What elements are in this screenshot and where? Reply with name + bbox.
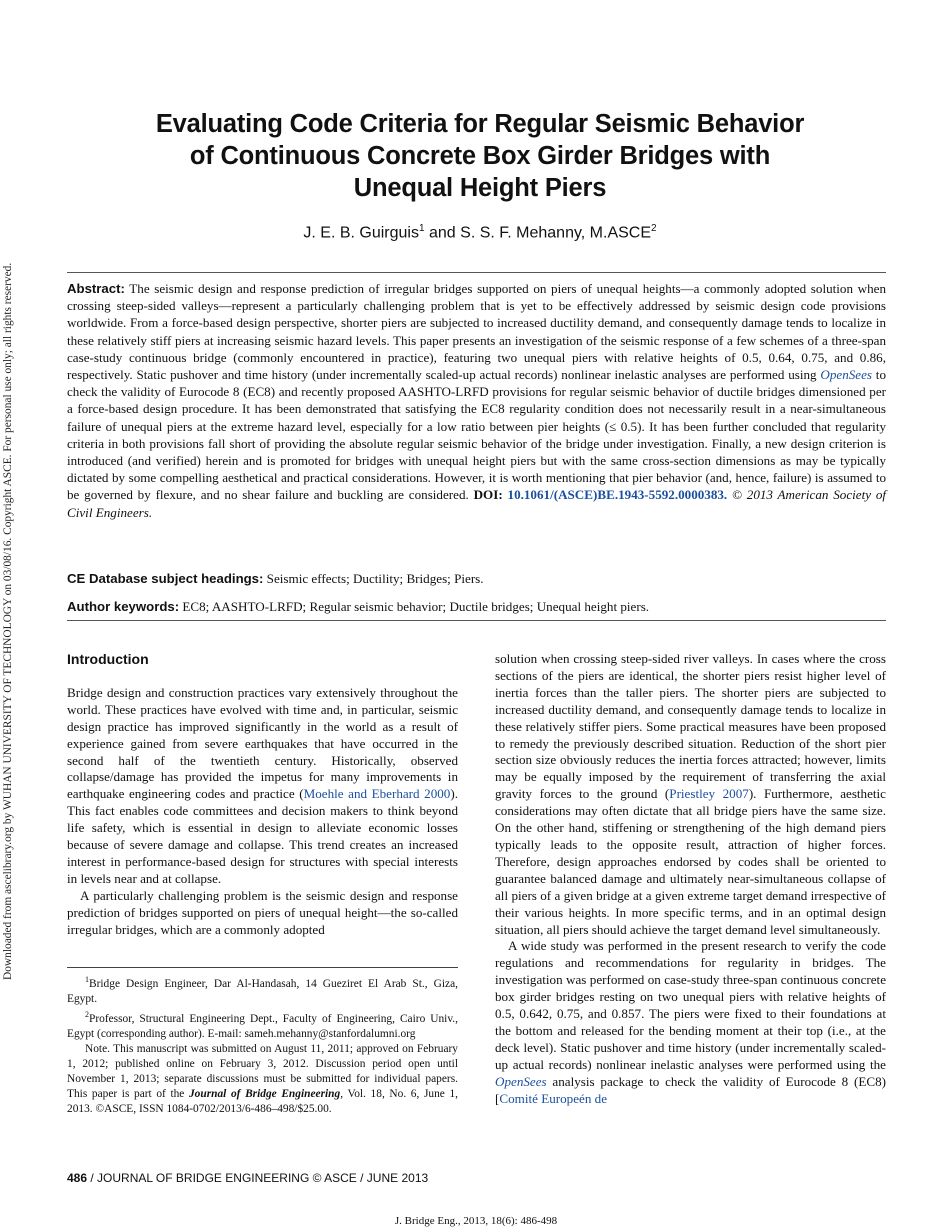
title-line: Unequal Height Piers — [353, 174, 607, 202]
paragraph — [495, 938, 886, 1107]
left-column — [67, 651, 458, 939]
subject-headings — [67, 570, 886, 587]
reference-link[interactable]: Priestley 2007 — [669, 786, 749, 802]
paragraph-text: solution when crossing steep-sided river valleys. In cases where the cross sections of the piers are identical, the shorter piers resist higher level of inertia forces than the taller piers. The shorter piers are subjected to increased ductility demand, and consequently damage tends to localize in these relatively stiffer piers. Some practical measures have been proposed to remedy the previously described situation. Reduction of the short pier section size obviously reduces the inertia forces attracted; however, limits may be equally imposed by the requirement of transferring the axial gravity forces to the ground ( — [495, 651, 886, 802]
footnote-text: Bridge Design Engineer, Dar Al-Handasah, 14 Gueziret El Arab St., Giza, Egypt. — [67, 977, 458, 1005]
subject-headings-label: CE Database subject headings: — [67, 571, 264, 586]
note-text: Note. This manuscript was submitted on August 11, 2011; approved on February 1, 2012; published online on February 3, 2012. Discussion period open until November 1, 2013; separate discussions must be submitted for individual papers. This paper is part of the — [67, 1042, 458, 1100]
section-heading: Introduction — [67, 651, 149, 667]
note-text: , Vol. 18, No. 6, June 1, 2013. ©ASCE, ISSN 1084-0702/2013/6-486–498/$25.00. — [67, 1087, 458, 1115]
subject-headings-text: Seismic effects; Ductility; Bridges; Piers. — [263, 571, 484, 586]
paragraph-text: ). This fact enables code committees and decision makers to think beyond life safety, which is essential in design to alleviate economic losses because of severe damage and collapse. This trend creates an increased interest in performance-based design for structures with special interests in levels near and at collapse. — [67, 786, 458, 886]
manuscript-note — [67, 1042, 458, 1117]
abstract — [67, 280, 886, 521]
doi-label: DOI: — [473, 487, 503, 503]
citation-line: J. Bridge Eng., 2013, 18(6): 486-498 — [394, 1215, 558, 1227]
reference-link[interactable]: Moehle and Eberhard 2000 — [303, 786, 451, 802]
title-line: Evaluating Code Criteria for Regular Seismic Behavior — [155, 110, 805, 138]
paragraph-text: ). Furthermore, aesthetic considerations may often dictate that all bridge piers have the same size. On the other hand, stiffening or strengthening of the high demand piers typically leads to the opposite result, attraction of higher forces. Therefore, design approaches endorsed by codes shall be oriented to guarantee balanced damage and ultimately near-simultaneous collapse of all piers of a given bridge at a given extreme target demand irrespective of their various heights. In more specific terms, and in an optimal design situation, all piers should achieve the target demand level simultaneously. — [495, 786, 886, 937]
author-keywords-label: Author keywords: — [67, 599, 180, 614]
abstract-label: Abstract: — [67, 281, 125, 296]
reference-link[interactable]: Comité Europeén de — [499, 1090, 608, 1106]
paragraph: A particularly challenging problem is the seismic design and response prediction of bridges supported on piers of unequal height—the so-called irregular bridges, which are a commonly adopted — [67, 887, 458, 937]
opensees-link[interactable]: OpenSees — [495, 1073, 547, 1089]
title-line: of Continuous Concrete Box Girder Bridges with — [189, 142, 771, 170]
footnote-mark: 2 — [85, 1009, 89, 1019]
abstract-top-rule — [67, 272, 886, 273]
author-connector: and — [424, 224, 461, 242]
footnotes — [67, 972, 458, 1117]
author-2: S. S. F. Mehanny, M.ASCE — [460, 224, 652, 242]
paper-title — [80, 108, 880, 204]
paragraph — [67, 685, 458, 888]
download-notice — [0, 0, 18, 1232]
opensees-link[interactable]: OpenSees — [820, 367, 873, 383]
footnote-1 — [67, 972, 458, 1007]
page-number: 486 — [67, 1171, 88, 1185]
download-notice-text: Downloaded from ascelibrary.org by WUHAN UNIVERSITY OF TECHNOLOGY on 03/08/16. Copyright ASCE. For personal use only; all rights reserved. — [2, 262, 14, 980]
footer-text: / JOURNAL OF BRIDGE ENGINEERING © ASCE / JUNE 2013 — [87, 1171, 429, 1185]
journal-name: Journal of Bridge Engineering — [188, 1087, 341, 1100]
author-2-affiliation-mark: 2 — [651, 223, 657, 234]
abstract-text: The seismic design and response prediction of irregular bridges supported on piers of unequal heights—a commonly adopted solution when crossing steep-sided valleys—represent a particularly challenging problem that is yet to be effectively addressed by seismic design code provisions worldwide. From a force-based design perspective, shorter piers are subjected to increased ductility demand, and consequently damage tends to localize in these relatively stiff piers at increasing seismic hazard levels. This paper presents an investigation of the seismic response of a few schemes of a three-span case-study continuous bridge (commonly encountered in practice), featuring two unequal piers with relative heights of 0.5, 0.64, 0.75, and 0.86, respectively. Static pushover and time history (under incrementally scaled-up actual records) nonlinear inelastic analyses are performed using — [67, 281, 886, 383]
right-column — [495, 651, 886, 1107]
page-footer — [67, 1171, 428, 1185]
paragraph — [495, 651, 886, 938]
doi-link[interactable]: 10.1061/(ASCE)BE.1943-5592.0000383. — [507, 487, 728, 503]
paragraph-text: Bridge design and construction practices vary extensively throughout the world. These practices have evolved with time and, in particular, seismic design practice has improved significantly in the world as a result of experience gained from severe earthquakes that have occurred in the second half of the twentieth century. Historically, observed collapse/damage has provided the impetus for many improvements in earthquake engineering codes and practice ( — [67, 684, 458, 802]
footnote-text: Professor, Structural Engineering Dept., Faculty of Engineering, Cairo Univ., Egypt (corresponding author). E-mail: sameh.mehanny@stanfordalumni.org — [67, 1012, 458, 1040]
abstract-text-continued: to check the validity of Eurocode 8 (EC8) and recently proposed AASHTO-LRFD provisions for regular seismic behavior of ductile bridges dimensioned per a force-based design procedure. It has been demonstrated that satisfying the EC8 regularity condition does not necessarily result in a near-simultaneous failure of unequal piers at the extreme hazard level, especially for a low ratio between pier heights (≤ 0.5). It has been further concluded that regularity criteria in both provisions fall short of providing the absolute regular seismic behavior of the bridge under investigation. Finally, a new design criterion is introduced (and verified) herein and is promoted for bridges with unequal height piers but with the same cross-section dimensions as may be typically dictated by some compelling aesthetical and practical considerations. However, it is worth mentioning that pier behavior (and, hence, failure) is assumed to be governed by flexure, and no shear failure and buckling are considered. — [67, 367, 886, 503]
paragraph-text: analysis package to check the validity of Eurocode 8 (EC8) [ — [495, 1073, 886, 1106]
paragraph-text: A wide study was performed in the present research to verify the code regulations and recommendations for regularity in bridges. The investigation was performed on case-study three-span continuous concrete box girder bridges resting on two unequal piers with relative heights of 0.5, 0.642, 0.75, and 0.857. The piers were fixed to their foundations at the bottom and released for the bending moment at their top (i.e., at the deck level). Static pushover and time history (under incrementally scaled-up actual records) nonlinear inelastic analyses were performed using the — [495, 938, 886, 1072]
author-1-affiliation-mark: 1 — [418, 223, 425, 234]
keywords-bottom-rule — [67, 620, 886, 621]
author-keywords-text: EC8; AASHTO-LRFD; Regular seismic behavior; Ductile bridges; Unequal height piers. — [179, 599, 650, 614]
copyright-notice: © 2013 American Society of Civil Engineers. — [67, 487, 887, 520]
author-1: J. E. B. Guirguis — [303, 224, 419, 242]
footnote-mark: 1 — [85, 975, 89, 984]
footnote-2 — [67, 1007, 458, 1042]
author-keywords — [67, 598, 886, 615]
footnote-rule — [67, 967, 458, 968]
author-line — [80, 223, 880, 242]
